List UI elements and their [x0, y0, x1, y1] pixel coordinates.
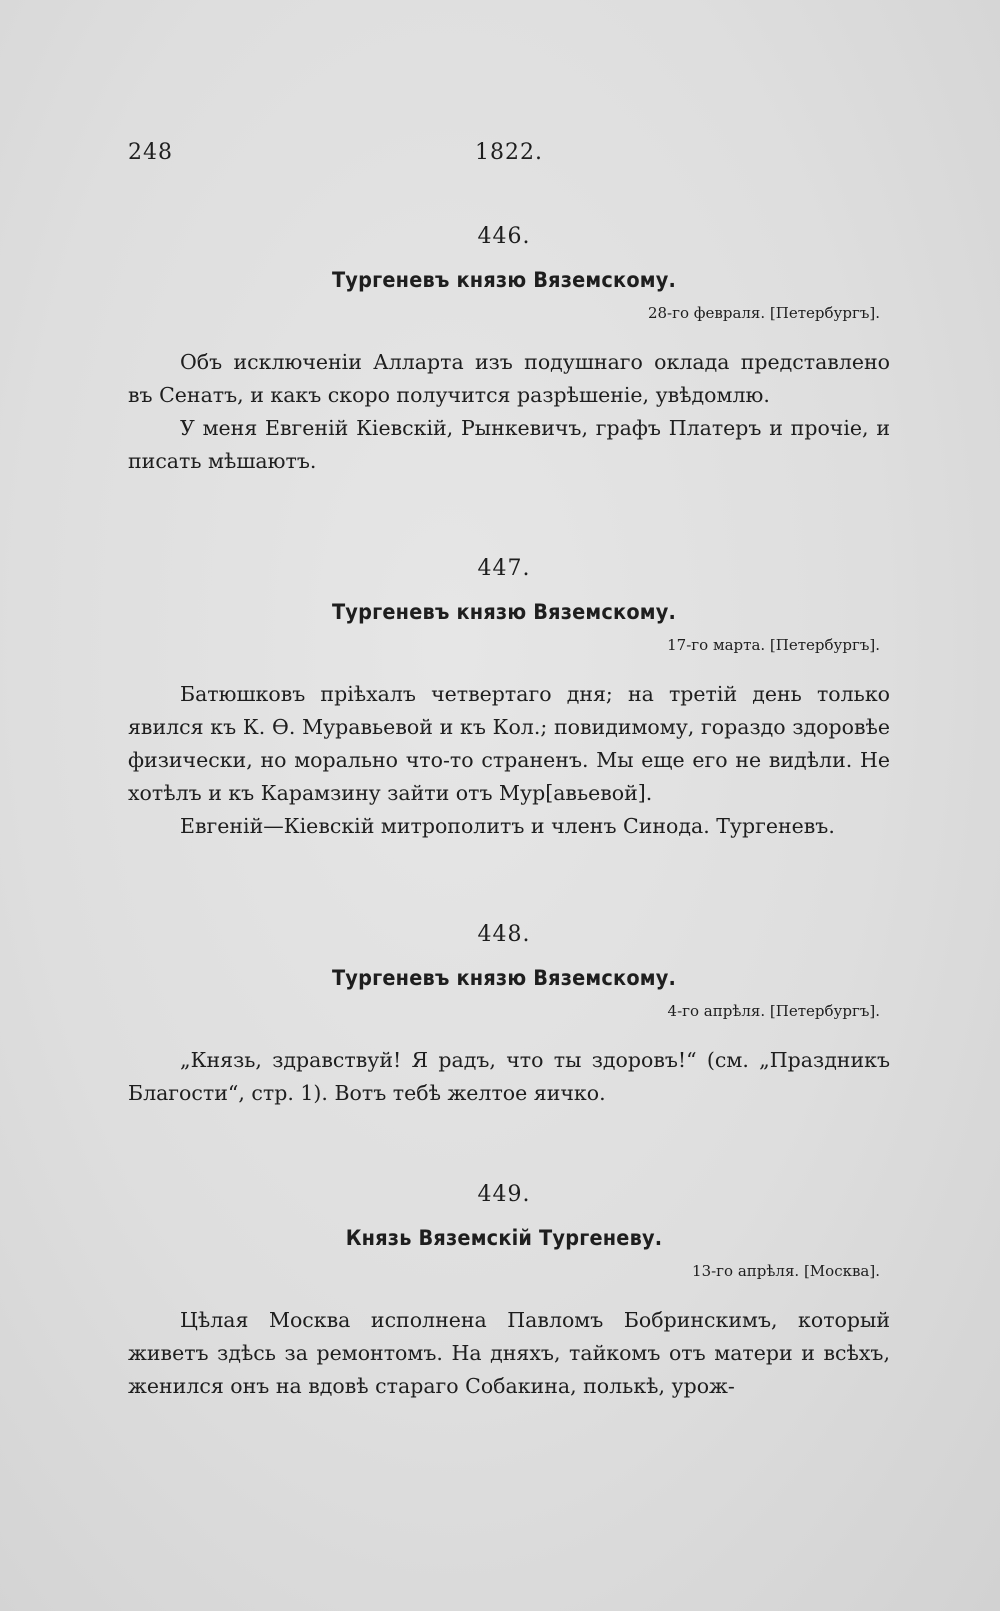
paragraph: Объ исключеніи Алларта изъ подушнаго оклада представлено въ Сенатъ, и какъ скоро получится разрѣшеніе, увѣдомлю.: [128, 350, 890, 407]
letter-body: [128, 346, 890, 478]
letter-449: [128, 1182, 890, 1403]
page-number: 248: [128, 140, 173, 165]
letter-number: 446.: [477, 224, 531, 249]
letter-446: [128, 224, 890, 478]
letter-title: Тургеневъ князю Вяземскому.: [331, 966, 677, 990]
running-head-year: 1822.: [475, 140, 543, 165]
letter-body: [128, 1304, 890, 1403]
paragraph: У меня Евгеній Кіевскій, Рынкевичъ, графъ Платеръ и прочіе, и писать мѣшаютъ.: [128, 416, 890, 473]
paragraph: Батюшковъ пріѣхалъ четвертаго дня; на третій день только явился къ К. Ѳ. Муравьевой и къ Кол.; повидимому, гораздо здоровѣе физически, но морально что-то страненъ. Мы еще его не видѣли. Не хотѣлъ и къ Карамзину зайти отъ Мур[авьевой].: [128, 682, 890, 805]
letter-date: 13-го апрѣля. [Москва].: [692, 1262, 880, 1280]
letter-number: 447.: [477, 556, 531, 581]
letter-title: Тургеневъ князю Вяземскому.: [331, 268, 677, 292]
page-header: [128, 140, 890, 180]
letter-number: 449.: [477, 1182, 531, 1207]
paragraph: Цѣлая Москва исполнена Павломъ Бобринскимъ, который живетъ здѣсь за ремонтомъ. На дняхъ, тайкомъ отъ матери и всѣхъ, женился онъ на вдовѣ стараго Собакина, полькѣ, урож-: [128, 1308, 890, 1398]
letter-number: 448.: [477, 922, 531, 947]
paragraph: Евгеній—Кіевскій митрополитъ и членъ Синода. Тургеневъ.: [180, 814, 835, 838]
letter-body: [128, 1044, 890, 1110]
letter-title: Тургеневъ князю Вяземскому.: [331, 600, 677, 624]
letter-body: [128, 678, 890, 843]
letter-448: [128, 922, 890, 1110]
letter-date: 28-го февраля. [Петербургъ].: [647, 304, 880, 322]
letter-447: [128, 556, 890, 843]
letter-date: 4-го апрѣля. [Петербургъ].: [667, 1002, 880, 1020]
paragraph: „Князь, здравствуй! Я радъ, что ты здоровъ!“ (см. „Праздникъ Благости“, стр. 1). Вотъ тебѣ желтое яичко.: [128, 1048, 890, 1105]
letter-title: Князь Вяземскій Тургеневу.: [345, 1226, 663, 1250]
letter-date: 17-го марта. [Петербургъ].: [667, 636, 880, 654]
